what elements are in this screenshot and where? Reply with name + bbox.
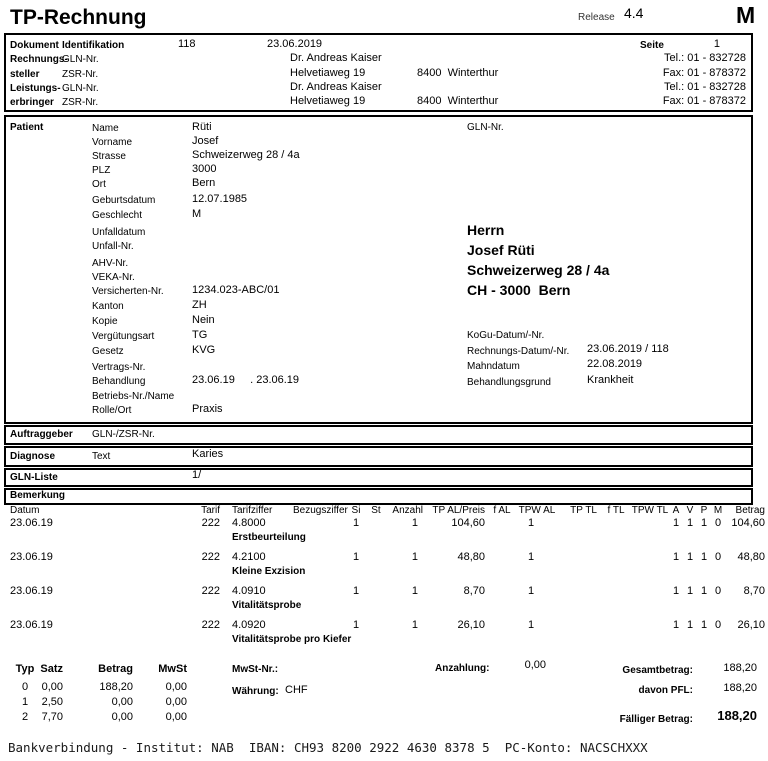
- release-label: Release: [578, 12, 615, 23]
- seite-label: Seite: [640, 40, 664, 51]
- row-a: 1: [672, 619, 680, 631]
- tax-satz: 0,00: [41, 681, 63, 693]
- patient-field-value: TG: [192, 329, 208, 341]
- waehrung-label: Währung:: [232, 686, 279, 697]
- col-tpw-al: TPW AL: [518, 505, 556, 516]
- row-si: 1: [352, 517, 360, 529]
- dokument-datum: 23.06.2019: [267, 38, 323, 50]
- row-si: 1: [352, 619, 360, 631]
- row-anzahl: 1: [411, 619, 418, 631]
- row-tpw-al: 1: [527, 619, 535, 631]
- waehrung-value: CHF: [285, 684, 308, 696]
- faelliger-betrag-value: 188,20: [717, 708, 757, 723]
- patient-field-value: 12.07.1985: [192, 193, 248, 205]
- col-datum: Datum: [10, 505, 40, 516]
- seite-value: 1: [713, 38, 720, 50]
- row-beschreibung: Vitalitätsprobe pro Kiefer: [232, 634, 352, 645]
- row-anzahl: 1: [411, 551, 418, 563]
- bemerkung-box: [4, 488, 753, 505]
- row-p: 1: [700, 585, 708, 597]
- row-v: 1: [686, 551, 694, 563]
- tax-betrag: 188,20: [99, 681, 133, 693]
- steller-gln-label: GLN-Nr.: [62, 54, 99, 65]
- patient-field-label: PLZ: [92, 165, 111, 176]
- steller-tel: Tel.: 01 - 832728: [664, 52, 746, 64]
- tax-typ: 1: [21, 696, 29, 708]
- row-a: 1: [672, 585, 680, 597]
- patient-field-value: ZH: [192, 299, 207, 311]
- patient-field-label: Geburtsdatum: [92, 195, 156, 206]
- patient-field-value: Bern: [192, 177, 216, 189]
- col-si: Si: [351, 505, 361, 516]
- tax-satz: 2,50: [41, 696, 63, 708]
- col-anzahl: Anzahl: [392, 505, 423, 516]
- release-value: 4.4: [624, 5, 644, 21]
- row-p: 1: [700, 517, 708, 529]
- gln-liste-box: [4, 468, 753, 487]
- patient-field-label: Rolle/Ort: [92, 405, 132, 416]
- patient-field-label: AHV-Nr.: [92, 258, 129, 269]
- rechnungssteller-label-1: Rechnungs-: [10, 54, 68, 65]
- tax-mwst: 0,00: [165, 711, 187, 723]
- col-tpw-tl: TPW TL: [631, 505, 669, 516]
- behandlungsgrund-label: Behandlungsgrund: [467, 377, 551, 388]
- row-anzahl: 1: [411, 585, 418, 597]
- row-tarif: 222: [201, 585, 220, 597]
- row-m: 0: [714, 517, 722, 529]
- steller-zsr-label: ZSR-Nr.: [62, 69, 99, 80]
- tax-col-mwst: MwSt: [158, 663, 187, 675]
- mahndatum-label: Mahndatum: [467, 361, 520, 372]
- patient-field-value: Nein: [192, 314, 215, 326]
- row-preis: 8,70: [463, 585, 485, 597]
- row-tpw-al: 1: [527, 585, 535, 597]
- row-m: 0: [714, 619, 722, 631]
- bemerkung-label: Bemerkung: [10, 490, 66, 501]
- row-si: 1: [352, 551, 360, 563]
- leistungserbringer-label-2: erbringer: [10, 97, 54, 108]
- tax-typ: 0: [21, 681, 29, 693]
- kogu-label: KoGu-Datum/-Nr.: [467, 330, 545, 341]
- row-tarifziffer: 4.0920: [232, 619, 266, 631]
- row-betrag: 8,70: [743, 585, 765, 597]
- tax-typ: 2: [21, 711, 29, 723]
- row-v: 1: [686, 619, 694, 631]
- row-datum: 23.06.19: [10, 585, 53, 597]
- col-v: V: [686, 505, 694, 516]
- gln-liste-label: GLN-Liste: [10, 472, 58, 483]
- gln-liste-value: 1/: [192, 469, 202, 481]
- davon-pfl-label: davon PFL:: [638, 685, 693, 696]
- erbringer-zsr-label: ZSR-Nr.: [62, 97, 99, 108]
- patient-field-label: Unfall-Nr.: [92, 241, 134, 252]
- row-preis: 104,60: [451, 517, 485, 529]
- patient-field-label: Vorname: [92, 137, 133, 148]
- patient-field-value: M: [192, 208, 202, 220]
- patient-field-label: Kanton: [92, 301, 124, 312]
- row-si: 1: [352, 585, 360, 597]
- row-a: 1: [672, 551, 680, 563]
- row-m: 0: [714, 551, 722, 563]
- patient-gln-label: GLN-Nr.: [467, 122, 504, 133]
- row-v: 1: [686, 517, 694, 529]
- gesamtbetrag-label: Gesamtbetrag:: [622, 665, 693, 676]
- tax-betrag: 0,00: [111, 696, 133, 708]
- patient-field-value: 23.06.19 . 23.06.19: [192, 374, 300, 386]
- leistungserbringer-label-1: Leistungs-: [10, 83, 61, 94]
- mahndatum-value: 22.08.2019: [587, 358, 643, 370]
- steller-fax: Fax: 01 - 878372: [662, 67, 746, 79]
- patient-field-label: Betriebs-Nr./Name: [92, 391, 175, 402]
- row-tarif: 222: [201, 619, 220, 631]
- address-name: Josef Rüti: [467, 242, 535, 258]
- patient-field-label: Vertrags-Nr.: [92, 362, 146, 373]
- patient-field-label: Kopie: [92, 316, 118, 327]
- col-m: M: [713, 505, 723, 516]
- gesamtbetrag-value: 188,20: [723, 662, 757, 674]
- anzahlung-value: 0,00: [524, 659, 546, 671]
- row-tpw-al: 1: [527, 517, 535, 529]
- rechnungssteller-label-2: steller: [10, 69, 40, 80]
- row-anzahl: 1: [411, 517, 418, 529]
- auftraggeber-label: Auftraggeber: [10, 429, 73, 440]
- col-p: P: [700, 505, 708, 516]
- anzahlung-label: Anzahlung:: [435, 663, 490, 674]
- erbringer-tel: Tel.: 01 - 832728: [664, 81, 746, 93]
- erbringer-name: Dr. Andreas Kaiser: [290, 81, 382, 93]
- mwst-nr-label: MwSt-Nr.:: [232, 664, 279, 675]
- row-betrag: 48,80: [737, 551, 765, 563]
- patient-field-label: Name: [92, 123, 119, 134]
- row-beschreibung: Vitalitätsprobe: [232, 600, 302, 611]
- col-tp-al-preis: TP AL/Preis: [432, 505, 485, 516]
- patient-field-label: Vergütungsart: [92, 331, 155, 342]
- patient-field-label: Strasse: [92, 151, 126, 162]
- col-tp-tl: TP TL: [570, 505, 597, 516]
- diagnose-value: Karies: [192, 448, 224, 460]
- tax-satz: 7,70: [41, 711, 63, 723]
- row-betrag: 26,10: [737, 619, 765, 631]
- auftraggeber-gln-label: GLN-/ZSR-Nr.: [92, 429, 155, 440]
- bank-details-line: Bankverbindung - Institut: NAB IBAN: CH93 8200 2922 4630 8378 5 PC-Konto: NACSCHXXX: [8, 740, 648, 755]
- patient-field-value: Praxis: [192, 403, 223, 415]
- row-beschreibung: Kleine Exzision: [232, 566, 306, 577]
- erbringer-city: 8400 Winterthur: [417, 95, 499, 107]
- rechnungsdatum-value: 23.06.2019 / 118: [587, 343, 669, 355]
- address-city: CH - 3000 Bern: [467, 282, 571, 298]
- row-beschreibung: Erstbeurteilung: [232, 532, 306, 543]
- tax-col-typ: Typ: [15, 663, 35, 675]
- col-tarif: Tarif: [201, 505, 220, 516]
- steller-name: Dr. Andreas Kaiser: [290, 52, 382, 64]
- patient-field-label: Unfalldatum: [92, 227, 146, 238]
- row-datum: 23.06.19: [10, 517, 53, 529]
- diagnose-text-label: Text: [92, 451, 111, 462]
- faelliger-betrag-label: Fälliger Betrag:: [619, 714, 693, 725]
- erbringer-street: Helvetiaweg 19: [290, 95, 366, 107]
- steller-street: Helvetiaweg 19: [290, 67, 366, 79]
- row-preis: 26,10: [457, 619, 485, 631]
- tax-mwst: 0,00: [165, 681, 187, 693]
- row-v: 1: [686, 585, 694, 597]
- row-betrag: 104,60: [731, 517, 765, 529]
- col-bezugsziffer: Bezugsziffer: [293, 505, 348, 516]
- diagnose-label: Diagnose: [10, 451, 56, 462]
- dokument-label: Dokument: [10, 40, 59, 51]
- rechnungsdatum-label: Rechnungs-Datum/-Nr.: [467, 346, 570, 357]
- patient-field-label: Versicherten-Nr.: [92, 286, 164, 297]
- row-tarifziffer: 4.8000: [232, 517, 266, 529]
- patient-field-label: Geschlecht: [92, 210, 143, 221]
- row-a: 1: [672, 517, 680, 529]
- col-st: St: [371, 505, 381, 516]
- patient-field-value: Rüti: [192, 121, 212, 133]
- tax-col-betrag: Betrag: [98, 663, 133, 675]
- col-betrag: Betrag: [735, 505, 765, 516]
- row-preis: 48,80: [457, 551, 485, 563]
- address-street: Schweizerweg 28 / 4a: [467, 262, 610, 278]
- erbringer-gln-label: GLN-Nr.: [62, 83, 99, 94]
- row-tarifziffer: 4.2100: [232, 551, 266, 563]
- tax-col-satz: Satz: [40, 663, 63, 675]
- patient-section-label: Patient: [10, 122, 44, 133]
- identifikation-label: Identifikation: [62, 40, 125, 51]
- patient-field-label: Behandlung: [92, 376, 146, 387]
- patient-field-label: VEKA-Nr.: [92, 272, 135, 283]
- col-f-tl: f TL: [607, 505, 625, 516]
- identifikation-value: 118: [178, 38, 196, 50]
- col-a: A: [672, 505, 680, 516]
- patient-field-label: Gesetz: [92, 346, 124, 357]
- row-tpw-al: 1: [527, 551, 535, 563]
- row-p: 1: [700, 619, 708, 631]
- patient-field-value: Schweizerweg 28 / 4a: [192, 149, 300, 161]
- patient-field-value: Josef: [192, 135, 219, 147]
- davon-pfl-value: 188,20: [723, 682, 757, 694]
- row-m: 0: [714, 585, 722, 597]
- patient-field-value: 3000: [192, 163, 217, 175]
- row-p: 1: [700, 551, 708, 563]
- patient-field-value: KVG: [192, 344, 216, 356]
- page-title: TP-Rechnung: [10, 6, 147, 29]
- steller-city: 8400 Winterthur: [417, 67, 499, 79]
- patient-field-label: Ort: [92, 179, 106, 190]
- app-logo: M: [736, 2, 756, 28]
- row-tarifziffer: 4.0910: [232, 585, 266, 597]
- col-tarifziffer: Tarifziffer: [232, 505, 273, 516]
- row-tarif: 222: [201, 517, 220, 529]
- row-tarif: 222: [201, 551, 220, 563]
- patient-field-value: 1234.023-ABC/01: [192, 284, 280, 296]
- row-datum: 23.06.19: [10, 619, 53, 631]
- behandlungsgrund-value: Krankheit: [587, 374, 634, 386]
- row-datum: 23.06.19: [10, 551, 53, 563]
- erbringer-fax: Fax: 01 - 878372: [662, 95, 746, 107]
- tax-mwst: 0,00: [165, 696, 187, 708]
- diagnose-box: [4, 446, 753, 467]
- address-salutation: Herrn: [467, 222, 505, 238]
- col-f-al: f AL: [493, 505, 511, 516]
- tax-betrag: 0,00: [111, 711, 133, 723]
